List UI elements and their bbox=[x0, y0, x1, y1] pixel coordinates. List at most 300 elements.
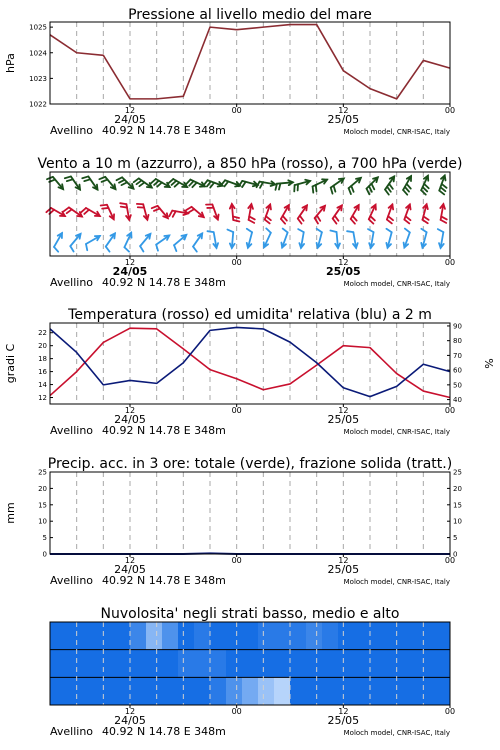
y-tick-label: 18 bbox=[38, 355, 47, 364]
cloud-cell bbox=[386, 622, 403, 650]
x-tick-label: 00 bbox=[231, 106, 242, 115]
barb-feather bbox=[367, 189, 370, 195]
wind-barb bbox=[221, 180, 240, 186]
cloud-cell bbox=[130, 677, 147, 705]
barb-feather bbox=[189, 209, 194, 212]
model-credit: Moloch model, CNR-ISAC, Italy bbox=[343, 578, 450, 586]
y-tick-label: 1022 bbox=[29, 100, 47, 109]
cloud-cell bbox=[354, 622, 371, 650]
barb-feather bbox=[298, 219, 302, 224]
x-date-label: 25/05 bbox=[326, 265, 361, 278]
model-credit: Moloch model, CNR-ISAC, Italy bbox=[343, 280, 450, 288]
cloud-cell bbox=[82, 650, 99, 678]
wind-barb bbox=[156, 235, 169, 250]
wind-barb bbox=[64, 207, 82, 216]
wind-barb bbox=[265, 204, 271, 223]
wind-barb bbox=[204, 180, 223, 187]
barb-feather bbox=[438, 229, 444, 232]
barb-feather bbox=[106, 247, 110, 252]
y-tick-label-right: 40 bbox=[453, 396, 462, 405]
barb-feather bbox=[349, 188, 351, 194]
cloud-cell bbox=[274, 622, 291, 650]
wind-barb bbox=[333, 205, 342, 223]
panel-title: Temperatura (rosso) ed umidita' relativa (blu) a 2 m bbox=[68, 307, 432, 323]
wind-barb bbox=[281, 205, 289, 224]
barb-feather bbox=[388, 216, 393, 220]
y-tick-label-right: 0 bbox=[453, 550, 458, 559]
barb-feather bbox=[386, 229, 391, 232]
wind-series-1 bbox=[46, 203, 446, 223]
panel-title: Vento a 10 m (azzurro), a 850 hPa (rosso), a 700 hPa (verde) bbox=[37, 156, 463, 172]
y-tick-label-right: 10 bbox=[453, 517, 462, 526]
panel-5-footer bbox=[50, 707, 455, 738]
wind-barb bbox=[369, 205, 376, 224]
barb-feather bbox=[173, 211, 176, 217]
cloud-cell bbox=[290, 622, 307, 650]
barb-feather bbox=[227, 230, 233, 233]
barb-feather bbox=[82, 176, 88, 178]
x-tick-label: 12 bbox=[124, 556, 136, 565]
wind-barb bbox=[404, 204, 410, 223]
barb-feather bbox=[134, 178, 139, 182]
cloud-cell bbox=[130, 622, 147, 650]
y-tick-label: 20 bbox=[38, 342, 47, 351]
barb-feather bbox=[407, 184, 411, 189]
wind-barb bbox=[298, 229, 304, 248]
x-tick-label: 12 bbox=[124, 406, 136, 415]
location-name: Avellino bbox=[50, 725, 94, 738]
wind-barb bbox=[368, 229, 374, 248]
wind-barb bbox=[298, 205, 307, 223]
barb-feather bbox=[330, 231, 336, 232]
cloud-cell bbox=[194, 622, 211, 650]
barb-feather bbox=[404, 220, 409, 224]
panel-1-footer bbox=[50, 106, 455, 137]
barb-feather bbox=[316, 185, 317, 191]
barb-feather bbox=[371, 184, 374, 190]
cloud-cell bbox=[194, 650, 211, 678]
barb-feather bbox=[117, 177, 123, 180]
cloud-cell bbox=[50, 650, 67, 678]
x-tick-label: 12 bbox=[124, 258, 136, 267]
cloud-cell bbox=[242, 677, 259, 705]
barb-feather bbox=[175, 183, 180, 187]
x-date-label: 24/05 bbox=[112, 265, 148, 278]
cloud-cell bbox=[322, 650, 339, 678]
model-credit: Moloch model, CNR-ISAC, Italy bbox=[343, 128, 450, 136]
model-credit: Moloch model, CNR-ISAC, Italy bbox=[343, 428, 450, 436]
barb-feather bbox=[265, 220, 270, 224]
cloud-cell bbox=[226, 622, 243, 650]
wind-barb bbox=[101, 205, 114, 220]
barb-feather bbox=[186, 180, 190, 185]
cloud-cell bbox=[274, 650, 291, 678]
wind-barb bbox=[387, 204, 393, 223]
barb-feather bbox=[317, 215, 320, 220]
location-coords: 40.92 N 14.78 E 348m bbox=[102, 725, 226, 738]
barb-feather bbox=[370, 216, 375, 220]
barb-feather bbox=[169, 179, 174, 183]
cloud-cell bbox=[146, 622, 163, 650]
wind-barb bbox=[421, 176, 429, 195]
wind-barb bbox=[152, 206, 168, 218]
wind-barb bbox=[151, 179, 170, 187]
cloud-cell bbox=[370, 650, 387, 678]
wind-barb bbox=[440, 204, 447, 223]
barb-feather bbox=[368, 229, 374, 232]
wind-barb bbox=[120, 203, 131, 220]
cloud-cell bbox=[386, 677, 403, 705]
cloud-cell bbox=[162, 650, 179, 678]
barb-feather bbox=[260, 182, 263, 188]
barb-feather bbox=[64, 207, 69, 211]
barb-feather bbox=[204, 180, 208, 185]
barb-feather bbox=[67, 179, 73, 181]
y-tick-label: 5 bbox=[42, 534, 47, 543]
y-tick-label: 15 bbox=[38, 501, 47, 510]
barb-feather bbox=[86, 244, 87, 250]
barb-feather bbox=[157, 183, 162, 187]
cloud-cell bbox=[434, 622, 451, 650]
cloud-cell bbox=[338, 677, 355, 705]
cloud-cell bbox=[290, 650, 307, 678]
cloud-cell bbox=[434, 677, 451, 705]
pressure-line bbox=[50, 25, 450, 99]
cloud-cell bbox=[402, 650, 419, 678]
y-tick-label: 16 bbox=[38, 368, 47, 377]
barb-feather bbox=[137, 180, 142, 184]
barb-feather bbox=[440, 187, 445, 191]
barb-feather bbox=[369, 186, 372, 192]
x-tick-label: 00 bbox=[444, 258, 456, 267]
cloud-cell bbox=[82, 677, 99, 705]
x-date-label: 24/05 bbox=[114, 113, 146, 126]
barb-feather bbox=[300, 216, 304, 221]
y-tick-label: 1023 bbox=[29, 74, 47, 83]
barb-feather bbox=[403, 190, 407, 195]
barb-feather bbox=[351, 186, 353, 192]
x-tick-label: 00 bbox=[231, 556, 242, 565]
barb-feather bbox=[333, 219, 337, 224]
wind-barb bbox=[230, 204, 240, 221]
barb-feather bbox=[352, 216, 356, 221]
cloud-cell bbox=[162, 622, 179, 650]
cloud-cell bbox=[306, 677, 323, 705]
wind-barb bbox=[421, 229, 426, 248]
wind-barb bbox=[206, 204, 219, 219]
barb-feather bbox=[54, 247, 58, 252]
barb-feather bbox=[152, 206, 158, 208]
barb-feather bbox=[224, 181, 228, 186]
cloud-cell bbox=[210, 677, 227, 705]
barb-feather bbox=[140, 246, 143, 251]
location-coords: 40.92 N 14.78 E 348m bbox=[102, 424, 226, 437]
barb-feather bbox=[120, 203, 126, 204]
barb-feather bbox=[154, 209, 160, 211]
y-tick-label-right: 25 bbox=[453, 468, 462, 477]
cloud-cell bbox=[98, 650, 115, 678]
cloud-cell bbox=[258, 650, 275, 678]
x-date-label: 24/05 bbox=[114, 413, 146, 426]
barb-feather bbox=[151, 179, 156, 183]
cloud-cell bbox=[98, 677, 115, 705]
barb-feather bbox=[119, 180, 125, 183]
barb-feather bbox=[335, 216, 339, 221]
cloud-cell bbox=[66, 677, 83, 705]
panel-title: Pressione al livello medio del mare bbox=[128, 7, 372, 23]
x-tick-label: 12 bbox=[124, 106, 136, 115]
location-coords: 40.92 N 14.78 E 348m bbox=[102, 574, 226, 587]
wind-barb bbox=[331, 178, 344, 193]
y-tick-label: 10 bbox=[38, 517, 47, 526]
wind-barb bbox=[82, 176, 97, 189]
wind-barb bbox=[347, 231, 358, 248]
barb-feather bbox=[102, 208, 108, 209]
y-tick-label: 14 bbox=[38, 381, 47, 390]
barb-feather bbox=[124, 247, 129, 251]
wind-series-2 bbox=[54, 228, 444, 251]
x-tick-label: 00 bbox=[444, 556, 456, 565]
barb-feather bbox=[281, 219, 285, 224]
barb-feather bbox=[102, 180, 108, 182]
wind-barb bbox=[227, 230, 234, 248]
y-tick-label-right: 60 bbox=[453, 366, 462, 375]
barb-feather bbox=[298, 229, 304, 232]
barb-feather bbox=[423, 216, 428, 219]
barb-feather bbox=[81, 208, 86, 212]
barb-feather bbox=[210, 183, 214, 188]
barb-feather bbox=[369, 219, 374, 223]
panel-title: Nuvolosita' negli strati basso, medio e alto bbox=[100, 606, 400, 622]
wind-barb bbox=[70, 234, 80, 252]
barb-feather bbox=[385, 190, 389, 195]
x-tick-label: 00 bbox=[231, 406, 242, 415]
barb-feather bbox=[70, 246, 73, 251]
barb-feather bbox=[242, 182, 245, 187]
wind-barb bbox=[385, 176, 394, 194]
wind-barb bbox=[186, 207, 204, 217]
cloud-cell bbox=[130, 650, 147, 678]
wind-barb bbox=[137, 204, 149, 220]
wind-barb bbox=[169, 179, 188, 187]
barb-feather bbox=[247, 229, 252, 232]
cloud-cell bbox=[258, 622, 275, 650]
y-tick-label-right: 90 bbox=[453, 322, 462, 331]
wind-barb bbox=[106, 233, 115, 251]
wind-barb bbox=[81, 208, 100, 216]
location-name: Avellino bbox=[50, 424, 94, 437]
cloud-cell bbox=[258, 677, 275, 705]
barb-feather bbox=[387, 187, 391, 192]
panel-frame bbox=[50, 472, 450, 554]
cloud-cell bbox=[50, 622, 67, 650]
cloud-cell bbox=[242, 650, 259, 678]
wind-barb bbox=[47, 177, 63, 189]
barb-feather bbox=[441, 216, 447, 219]
barb-feather bbox=[84, 179, 90, 181]
humidity-line bbox=[50, 327, 450, 396]
x-date-label: 25/05 bbox=[327, 563, 360, 576]
cloud-cell bbox=[50, 677, 67, 705]
cloud-cell bbox=[338, 622, 355, 650]
barb-feather bbox=[121, 207, 127, 208]
location-coords: 40.92 N 14.78 E 348m bbox=[102, 124, 226, 137]
y-tick-label: 22 bbox=[38, 329, 47, 338]
cloud-cell bbox=[66, 622, 83, 650]
wind-barb bbox=[193, 233, 202, 251]
wind-barb bbox=[248, 204, 255, 223]
cloud-cell bbox=[354, 650, 371, 678]
barb-feather bbox=[421, 229, 426, 232]
x-tick-label: 00 bbox=[444, 106, 456, 115]
barb-feather bbox=[266, 228, 271, 232]
wind-barb bbox=[99, 177, 115, 189]
wind-barb bbox=[438, 229, 444, 248]
cloud-cell bbox=[66, 650, 83, 678]
barb-feather bbox=[442, 184, 447, 188]
wind-barb bbox=[294, 180, 310, 192]
wind-barb bbox=[439, 175, 446, 194]
y-tick-label: 20 bbox=[38, 484, 47, 493]
y-tick-label: 1025 bbox=[29, 23, 47, 32]
cloud-cell bbox=[306, 650, 323, 678]
barb-feather bbox=[84, 210, 89, 214]
y-axis-label-right: % bbox=[483, 358, 496, 369]
wind-barb bbox=[386, 229, 391, 248]
location-name: Avellino bbox=[50, 124, 94, 137]
cloud-cell bbox=[274, 677, 291, 705]
cloud-cell bbox=[210, 622, 227, 650]
cloud-cell bbox=[98, 622, 115, 650]
x-tick-label: 00 bbox=[231, 707, 242, 716]
cloud-cell bbox=[114, 677, 131, 705]
barb-feather bbox=[389, 184, 393, 189]
barb-feather bbox=[405, 229, 410, 233]
barb-feather bbox=[347, 231, 353, 232]
barb-feather bbox=[192, 183, 196, 188]
barb-feather bbox=[172, 181, 177, 185]
cloud-cell bbox=[162, 677, 179, 705]
cloud-cell bbox=[114, 650, 131, 678]
cloud-cell bbox=[226, 650, 243, 678]
panel-3-footer bbox=[50, 406, 455, 437]
x-date-label: 25/05 bbox=[327, 413, 360, 426]
x-tick-label: 12 bbox=[124, 707, 136, 716]
barb-feather bbox=[313, 186, 314, 192]
cloud-cell bbox=[418, 622, 435, 650]
barb-feather bbox=[221, 180, 225, 185]
wind-barb bbox=[134, 178, 152, 187]
barb-feather bbox=[121, 182, 127, 185]
barb-feather bbox=[351, 219, 355, 224]
wind-barb bbox=[117, 177, 134, 188]
cloud-cell bbox=[146, 650, 163, 678]
barb-feather bbox=[331, 188, 333, 194]
y-axis-label: gradi C bbox=[4, 343, 17, 384]
barb-feather bbox=[441, 220, 447, 223]
wind-barb bbox=[247, 229, 252, 248]
x-tick-label: 12 bbox=[338, 106, 349, 115]
cloud-cell bbox=[402, 622, 419, 650]
barb-feather bbox=[193, 247, 197, 252]
cloud-cell bbox=[370, 677, 387, 705]
x-date-label: 25/05 bbox=[327, 714, 360, 727]
barb-feather bbox=[283, 229, 288, 233]
cloud-cell bbox=[194, 677, 211, 705]
cloud-cell bbox=[370, 622, 387, 650]
barb-feather bbox=[156, 245, 158, 251]
cloud-cell bbox=[418, 677, 435, 705]
y-axis-label: mm bbox=[4, 502, 17, 524]
wind-series-0 bbox=[47, 175, 447, 194]
wind-barb bbox=[54, 233, 62, 252]
wind-barb bbox=[169, 210, 188, 217]
barb-feather bbox=[189, 181, 193, 186]
cloud-cell bbox=[418, 650, 435, 678]
y-tick-label-right: 50 bbox=[453, 381, 462, 390]
barb-feather bbox=[186, 207, 191, 210]
cloud-cell bbox=[434, 650, 451, 678]
cloud-cell bbox=[242, 622, 259, 650]
barb-feather bbox=[249, 216, 255, 219]
wind-barb bbox=[317, 229, 322, 248]
x-tick-label: 00 bbox=[444, 406, 456, 415]
cloud-cell bbox=[82, 622, 99, 650]
panel-title: Precip. acc. in 3 ore: totale (verde), frazione solida (tratt.) bbox=[47, 456, 453, 472]
x-tick-label: 00 bbox=[444, 707, 456, 716]
panel-frame bbox=[50, 323, 450, 404]
barb-feather bbox=[65, 176, 71, 178]
wind-barb bbox=[275, 180, 292, 190]
y-axis-label: hPa bbox=[4, 53, 17, 73]
wind-barb bbox=[174, 235, 186, 251]
wind-barb bbox=[403, 176, 411, 195]
temperature-line bbox=[50, 328, 450, 397]
barb-feather bbox=[249, 220, 255, 223]
barb-feather bbox=[207, 231, 213, 232]
cloud-cell bbox=[146, 677, 163, 705]
wind-barb bbox=[281, 229, 287, 248]
y-tick-label-right: 20 bbox=[453, 484, 462, 493]
cloud-cell bbox=[322, 622, 339, 650]
cloud-cell bbox=[402, 677, 419, 705]
y-tick-label-right: 5 bbox=[453, 534, 458, 543]
wind-barb bbox=[404, 229, 410, 248]
x-tick-label: 12 bbox=[338, 556, 349, 565]
barb-feather bbox=[169, 211, 172, 217]
wind-barb bbox=[330, 231, 340, 248]
wind-barb bbox=[86, 236, 100, 250]
panel-frame bbox=[50, 22, 450, 104]
x-tick-label: 12 bbox=[338, 707, 349, 716]
y-tick-label: 25 bbox=[38, 468, 47, 477]
x-date-label: 25/05 bbox=[327, 113, 360, 126]
cloud-cell bbox=[178, 650, 195, 678]
cloud-cell bbox=[226, 677, 243, 705]
barb-feather bbox=[139, 182, 144, 186]
cloud-cell bbox=[338, 650, 355, 678]
panel-4-footer bbox=[50, 556, 455, 587]
barb-feather bbox=[233, 220, 239, 221]
wind-barb bbox=[264, 228, 271, 247]
cloud-cell bbox=[386, 650, 403, 678]
barb-feather bbox=[405, 187, 409, 192]
y-tick-label-right: 15 bbox=[453, 501, 462, 510]
wind-barb bbox=[140, 234, 150, 252]
y-tick-label: 0 bbox=[42, 550, 47, 559]
wind-barb bbox=[367, 177, 378, 194]
cloud-cell bbox=[322, 677, 339, 705]
